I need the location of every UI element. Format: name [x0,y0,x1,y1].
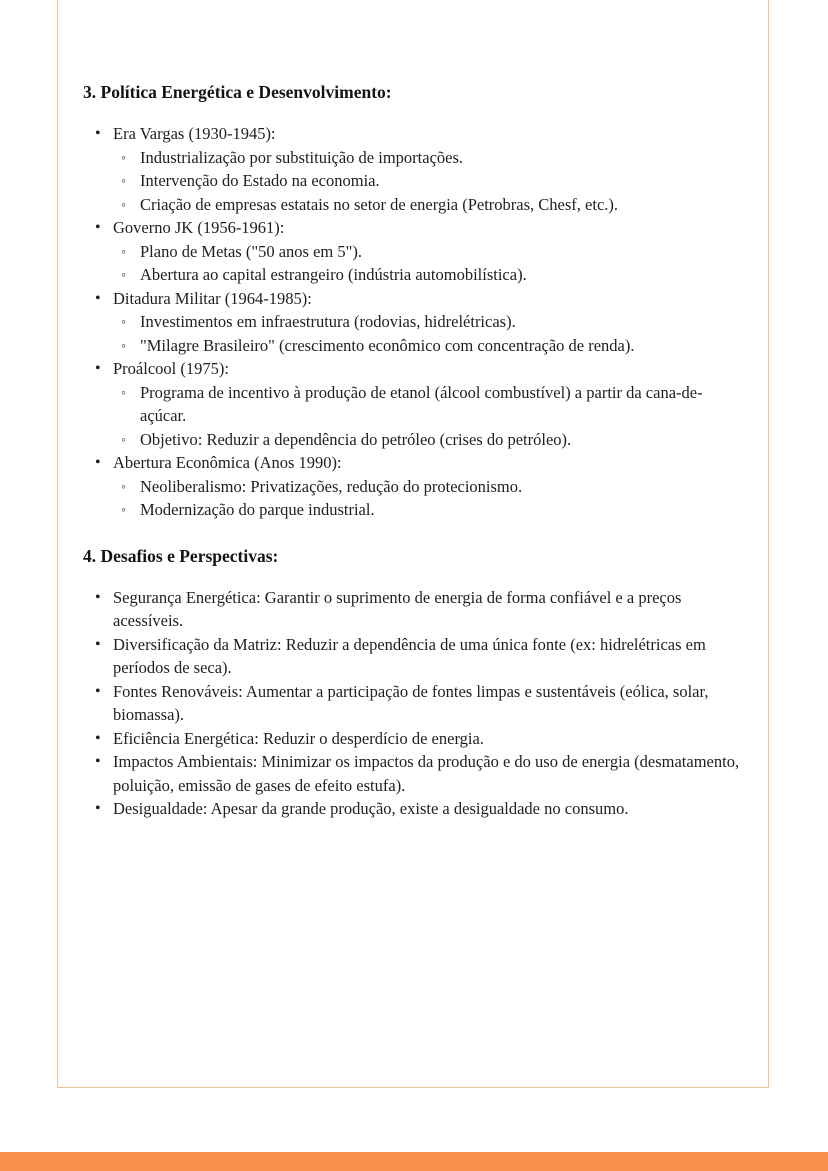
circle-bullet-icon: ◦ [121,478,126,494]
list-item-text: Eficiência Energética: Reduzir o desperdício de energia. [113,728,484,748]
list-item [83,122,746,216]
circle-bullet-icon: ◦ [121,431,126,447]
circle-bullet-icon: ◦ [121,196,126,212]
sub-bullet-list [113,381,746,452]
circle-bullet-icon: ◦ [121,314,126,329]
sub-list-item [113,146,746,170]
list-item-text: Impactos Ambientais: Minimizar os impactos da produção e do uso de energia (desmatamento, poluição, emissão de gases de efeito estufa). [113,752,740,795]
bullet-list [83,586,746,821]
footer-accent-bar [0,1152,828,1171]
list-item [83,357,746,451]
bullet-icon: • [95,800,101,817]
sub-bullet-list [113,240,746,287]
sub-list-item [113,381,746,428]
list-item [83,287,746,358]
sub-list-item [113,334,746,358]
circle-bullet-icon: ◦ [121,502,126,517]
sub-list-item-text: Neoliberalismo: Privatizações, redução do protecionismo. [140,476,523,496]
sub-list-item-text: Modernização do parque industrial. [140,500,375,519]
circle-bullet-icon: ◦ [121,173,126,188]
sub-list-item-text: Plano de Metas ("50 anos em 5"). [140,241,362,261]
circle-bullet-icon: ◦ [121,384,126,400]
bullet-icon: • [95,729,101,747]
sub-list-item-text: "Milagre Brasileiro" (crescimento econômico com concentração de renda). [140,335,635,355]
sub-list-item [113,263,746,287]
bullet-icon: • [95,753,101,770]
document-content [83,82,746,845]
sub-list-item [113,193,746,217]
circle-bullet-icon: ◦ [121,149,126,165]
list-item [83,797,746,821]
sub-list-item-text: Investimentos em infraestrutura (rodovias, hidrelétricas). [140,312,516,331]
document-section [83,82,746,522]
bullet-icon: • [95,125,101,142]
list-item-text: Segurança Energética: Garantir o suprimento de energia de forma confiável e a preços acessíveis. [113,587,682,630]
sub-bullet-list [113,146,746,217]
bullet-icon: • [95,289,101,307]
sub-list-item-text: Objetivo: Reduzir a dependência do petróleo (crises do petróleo). [140,429,572,449]
list-item [83,680,746,727]
list-item-text: Governo JK (1956-1961): [113,218,285,237]
sub-list-item [113,310,746,334]
list-item [83,750,746,797]
list-item [83,451,746,522]
sub-list-item [113,498,746,522]
bullet-icon: • [95,588,101,606]
list-item-text: Fontes Renováveis: Aumentar a participação de fontes limpas e sustentáveis (eólica, solar, biomassa). [113,681,709,724]
list-item-text: Diversificação da Matriz: Reduzir a dependência de uma única fonte (ex: hidrelétricas em períodos de seca). [113,634,706,677]
sub-list-item-text: Industrialização por substituição de importações. [140,147,464,167]
bullet-icon: • [95,360,101,377]
section-heading: 4. Desafios e Perspectivas: [83,545,279,566]
circle-bullet-icon: ◦ [121,267,126,282]
list-item [83,633,746,680]
sub-list-item-text: Programa de incentivo à produção de etanol (álcool combustível) a partir da cana-de-açúcar. [140,382,703,425]
list-item [83,727,746,751]
list-item-text: Proálcool (1975): [113,359,229,378]
sub-list-item [113,240,746,264]
section-heading: 3. Política Energética e Desenvolvimento: [83,82,392,102]
list-item [83,216,746,287]
list-item-text: Era Vargas (1930-1945): [113,124,276,143]
sub-list-item [113,169,746,193]
list-item-text: Desigualdade: Apesar da grande produção, existe a desigualdade no consumo. [113,799,629,818]
bullet-icon: • [95,682,101,700]
sub-list-item [113,475,746,499]
list-item-text: Ditadura Militar (1964-1985): [113,288,312,308]
bullet-icon: • [95,219,101,236]
bullet-icon: • [95,454,101,471]
sub-bullet-list [113,310,746,357]
bullet-list [83,122,746,522]
sub-list-item-text: Criação de empresas estatais no setor de energia (Petrobras, Chesf, etc.). [140,194,619,214]
sub-list-item-text: Intervenção do Estado na economia. [140,171,380,190]
list-item [83,586,746,633]
sub-list-item-text: Abertura ao capital estrangeiro (indústria automobilística). [140,265,527,284]
circle-bullet-icon: ◦ [121,243,126,259]
circle-bullet-icon: ◦ [121,337,126,353]
bullet-icon: • [95,635,101,653]
list-item-text: Abertura Econômica (Anos 1990): [113,453,342,472]
sub-list-item [113,428,746,452]
sub-bullet-list [113,475,746,522]
document-section [83,546,746,821]
